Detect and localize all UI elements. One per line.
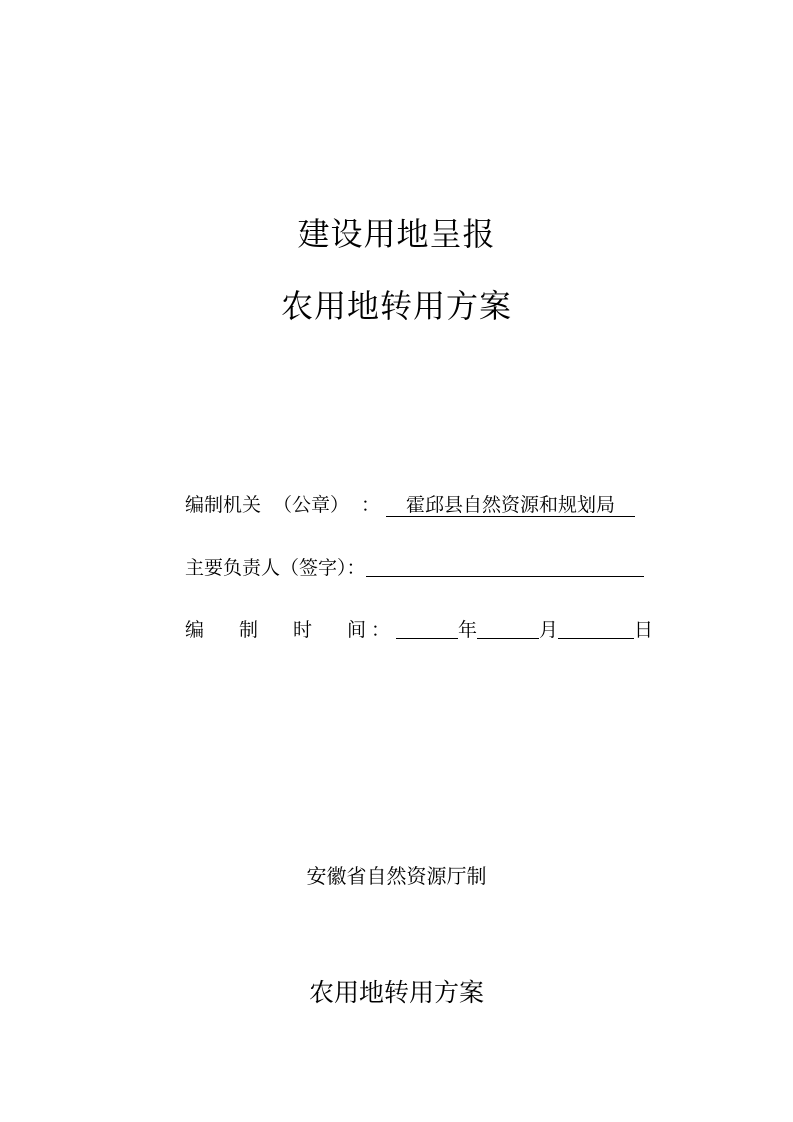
authority-colon: ： bbox=[361, 494, 381, 516]
authority-row bbox=[185, 492, 635, 518]
date-label bbox=[185, 619, 371, 641]
date-row bbox=[185, 617, 653, 643]
date-label-char: 间 bbox=[347, 619, 367, 641]
authority-value-field[interactable] bbox=[386, 494, 635, 517]
signature-blank[interactable] bbox=[366, 556, 644, 577]
cover-title-line2: 农用地转用方案 bbox=[280, 287, 512, 325]
day-unit: 日 bbox=[634, 619, 654, 641]
authority-label: 编制机关 bbox=[185, 494, 262, 516]
authority-value: 霍邱县自然资源和规划局 bbox=[406, 494, 616, 516]
year-blank[interactable] bbox=[396, 618, 458, 639]
month-blank[interactable] bbox=[477, 618, 539, 639]
issuer-text: 安徽省自然资源厅制 bbox=[306, 864, 487, 888]
cover-title-line1: 建设用地呈报 bbox=[297, 215, 496, 253]
date-label-char: 制 bbox=[239, 619, 259, 641]
responsible-label: 主要负责人（签字）： bbox=[185, 557, 366, 579]
next-section-title: 农用地转用方案 bbox=[308, 978, 484, 1007]
day-blank[interactable] bbox=[558, 618, 634, 639]
date-colon: ： bbox=[371, 619, 391, 641]
responsible-row bbox=[185, 555, 644, 581]
year-unit: 年 bbox=[458, 619, 478, 641]
authority-paren: （公章） bbox=[273, 494, 350, 516]
date-label-char: 时 bbox=[293, 619, 313, 641]
month-unit: 月 bbox=[539, 619, 559, 641]
date-label-char: 编 bbox=[185, 619, 205, 641]
